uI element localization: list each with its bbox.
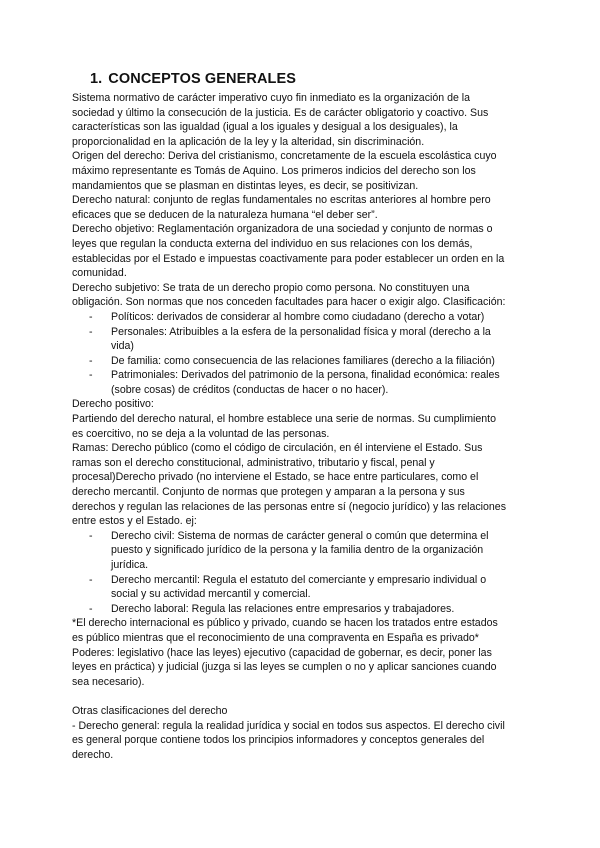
ramas-list (72, 529, 510, 617)
section-heading (90, 70, 510, 88)
origen-paragraph: Origen del derecho: Deriva del cristianismo, concretamente de la escuela escolástica cuyo máximo representante es Tomás de Aquino. Los primeros indicios del derecho son los mandamientos que se plasman en distintas leyes, es decir, se positivizan. (72, 150, 497, 192)
heading-number: 1. (90, 71, 103, 87)
otras-clasificaciones-title: Otras clasificaciones del derecho (72, 704, 228, 717)
list-item: - Personales: Atribuibles a la esfera de la personalidad física y moral (derecho a la vida) (89, 325, 510, 354)
list-item: - Derecho laboral: Regula las relaciones entre empresarios y trabajadores. (89, 602, 510, 617)
derecho-positivo-paragraph: Partiendo del derecho natural, el hombre establece una serie de normas. Su cumplimiento es coercitivo, no se deja a la voluntad de las personas. (72, 413, 496, 440)
intro-paragraph: Sistema normativo de carácter imperativo cuyo fin inmediato es la organización de la sociedad y último la consecución de la justicia. Es de carácter obligatorio y coactivo. Sus características son las igualdad (igual a los iguales y desigual a los desiguales), la proporcionalidad en la aplicación de la ley y la alteridad, sin discriminación. (72, 92, 489, 148)
derecho-general-paragraph: - Derecho general: regula la realidad jurídica y social en todos sus aspectos. El derecho civil es general porque contiene todos los principios informadores y conceptos generales del derecho. (72, 719, 505, 761)
subjetivo-list (72, 310, 510, 398)
derecho-objetivo-paragraph: Derecho objetivo: Reglamentación organizadora de una sociedad y conjunto de normas o leyes que regulan la conducta externa del individuo en sus relaciones con los demás, establecidas por el Estado e impuestas coactivamente para poder establecer un orden en la comunidad. (72, 223, 505, 280)
derecho-positivo-title: Derecho positivo: (72, 398, 154, 411)
heading-title: CONCEPTOS GENERALES (108, 71, 297, 87)
list-item: - Derecho civil: Sistema de normas de carácter general o común que determina el puesto y significado jurídico de la persona y la familia dentro de la organización jurídica. (89, 529, 510, 573)
internacional-note: *El derecho internacional es público y privado, cuando se hacen los tratados entre estados es público mientras que el reconocimiento de una compraventa en España es privado* (72, 617, 498, 644)
derecho-subjetivo-paragraph: Derecho subjetivo: Se trata de un derecho propio como persona. No constituyen una obligación. Son normas que nos conceden facultades para hacer o exigir algo. Clasificación: (72, 281, 506, 309)
derecho-natural-paragraph: Derecho natural: conjunto de reglas fundamentales no escritas anteriores al hombre pero eficaces que se deducen de la naturaleza humana “el deber ser”. (72, 194, 491, 221)
list-item: - Derecho mercantil: Regula el estatuto del comerciante y empresario individual o social y su actividad mercantil y comercial. (89, 573, 510, 602)
ramas-paragraph: Ramas: Derecho público (como el código de circulación, en él interviene el Estado. Sus ramas son el derecho constitucional, administrativo, tributario y fiscal, penal y procesal)Derecho privado (no interviene el Estado, se hace entre particulares, como el derecho mercantil. Conjunto de normas que protegen y amparan a la persona y sus derechos y regulan las relaciones de las personas entre sí (negocio jurídico) y las relaciones entre estos y el Estado. ej: (72, 442, 506, 528)
poderes-paragraph: Poderes: legislativo (hace las leyes) ejecutivo (capacidad de gobernar, es decir, poner las leyes en práctica) y judicial (juzga si las leyes se cumplen o no y aplicar sanciones cuando sea necesario). (72, 646, 497, 688)
list-item: - De familia: como consecuencia de las relaciones familiares (derecho a la filiación) (89, 354, 510, 369)
list-item: - Patrimoniales: Derivados del patrimonio de la persona, finalidad económica: reales (sobre cosas) de créditos (conductas de hacer o no hacer). (89, 368, 510, 397)
list-item: - Políticos: derivados de considerar al hombre como ciudadano (derecho a votar) (89, 310, 510, 325)
blank-line (72, 689, 510, 704)
